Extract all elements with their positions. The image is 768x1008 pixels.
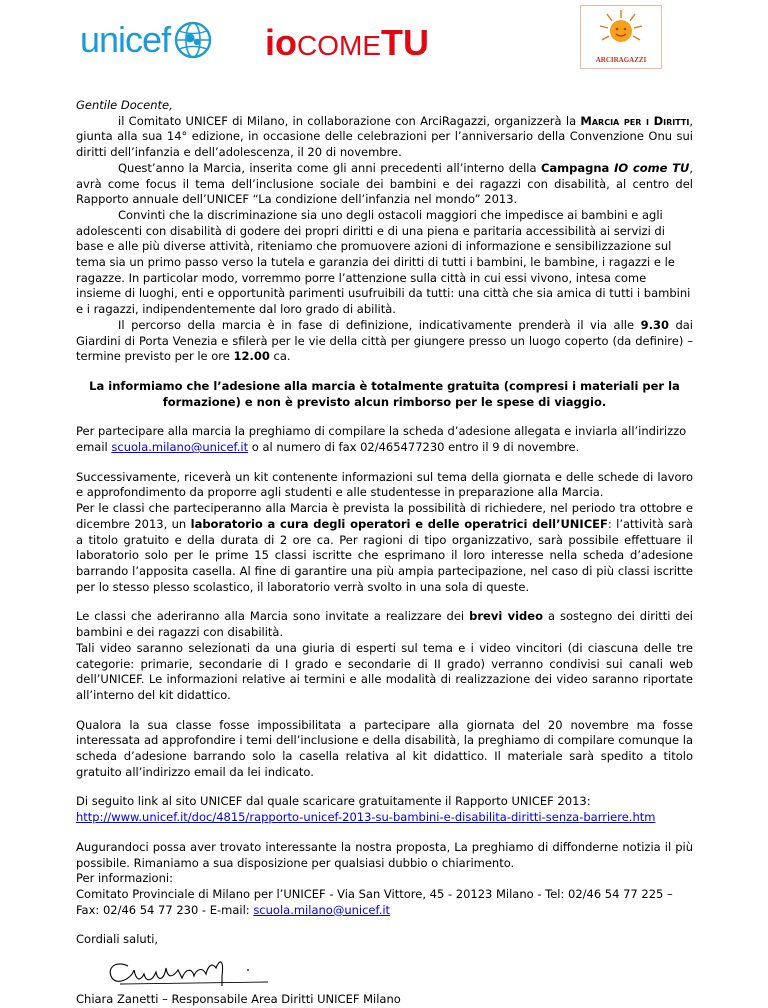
email-link[interactable]: scuola.milano@unicef.it [111,440,249,455]
iocometu-come: COME [297,30,381,61]
unicef-wordmark: unicef [80,19,171,60]
laboratory-highlight: laboratorio a cura degli operatori e delle operatrici dell’UNICEF [190,516,608,531]
paragraph-campaign: Quest’anno la Marcia, inserita come gli anni precedenti all’interno della Campagna IO come TU, avrà come focus il tema dell’inclusione sociale dei bambini e dei ragazzi con disabilità, al centro del Rapporto annuale dell’UNICEF “La condizione dell’infanzia nel mondo” 2013. [76,160,694,207]
marcia-name: Marcia per i Diritti [580,113,690,128]
contact-address: Comitato Provinciale di Milano per l’UNICEF - Via San Vittore, 45 - 20123 Milano - Tel: 02/46 54 77 225 – [76,886,673,901]
arciragazzi-logo [580,5,662,69]
letterhead [0,0,768,80]
paragraph-closing: Augurandoci possa aver trovato interessante la nostra proposta, La preghiamo di diffonderne notizia il più possibile. Rimaniamo a sua disposizione per qualsiasi dubbio o chiarimento. [76,839,693,870]
iocometu-tu: TU [381,22,429,63]
contact-fax: Fax: 02/46 54 77 230 - E-mail: scuola.milano@unicef.it [76,902,391,917]
iocometu-logo [265,22,429,68]
iocometu-io: io [265,22,297,63]
salutation: Cordiali saluti, [76,932,159,947]
unicef-globe-icon [173,20,213,60]
report-link-line [76,810,693,826]
email-link-contact[interactable]: scuola.milano@unicef.it [253,902,391,917]
arciragazzi-caption: ARCIRAGAZZI [595,56,647,64]
info-label: Per informazioni: [76,871,173,886]
paragraph-alternative: Qualora la sua classe fosse impossibilitata a partecipare alla giornata del 20 novembre ma fosse interessata ad approfondire i temi dell’inclusione e della disabilità, la preghiamo di compilare comunque la scheda d’adesione barrando solo la casella relativa al kit didattico. Il materiale sarà spedito a titolo gratuito all’indirizzo email da lei indicato. [76,717,693,779]
paragraph-jury: Tali video saranno selezionati da una giuria di esperti sul tema e i video vincitori (di ciascuna delle tre categorie: primarie, secondarie di I grado e secondarie di II grado) verranno condivisi sui canali web dell’UNICEF. Le informazioni relative ai termini e alle modalità di realizzazione dei video saranno riportate all’interno del kit didattico. [76,640,693,702]
letter-body [76,98,693,1008]
end-time: 12.00 [233,349,270,364]
paragraph-report: Di seguito link al sito UNICEF dal quale scaricare gratuitamente il Rapporto UNICEF 2013: [76,794,591,809]
paragraph-intro: il Comitato UNICEF di Milano, in collaborazione con ArciRagazzi, organizzerà la Marcia per i Diritti, giunta alla sua 14° edizione, in occasione delle celebrazioni per l’anniversario della Convenzione Onu sui diritti dell’infanzia e dell’adolescenza, il 20 di novembre. [76,113,693,160]
paragraph-route: Il percorso della marcia è in fase di definizione, indicativamente prenderà il via alle 9.30 dai Giardini di Porta Venezia e sfilerà per le vie della città per giungere presso un luogo coperto (da definire) – termine previsto per le ore 12.00 ca. [76,317,693,364]
sun-figure-icon [581,6,661,56]
campaign-name: IO come TU [614,160,690,175]
report-link[interactable]: http://www.unicef.it/doc/4815/rapporto-unicef-2013-su-bambini-e-disabilita-diritti-senza-barriere.htm [76,810,656,825]
paragraph-kit: Successivamente, riceverà un kit contenente informazioni sul tema della giornata e delle schede di lavoro e approfondimento da proporre agli studenti e alle studentesse in preparazione alla Marcia. [76,469,693,500]
signature-area [76,954,693,992]
paragraph-discrimination: Convinti che la discriminazione sia uno degli ostacoli maggiori che impedisce ai bambini e agli adolescenti con disabilità di godere dei propri diritti e di una piena e paritaria accessibilità ai servizi di base e alle più diverse attività, riteniamo che promuovere azioni di informazione e sensibilizzazione sul tema sia un primo passo verso la tutela e garanzia dei diritti di tutti i bambini, le bambine, i ragazzi e le ragazze. In particolar modo, vorremmo porre l’attenzione sulla città in cui essi vivono, intesa come insieme di luoghi, enti e opportunità parimenti usufruibili da tutti: una città che sia amica di tutti i bambini e i ragazzi, indipendentemente dal loro grado di abilità. [76,207,691,317]
handwritten-signature [98,954,278,990]
videos-highlight: brevi video [469,609,543,624]
paragraph-laboratory: Per le classi che parteciperanno alla Marcia è prevista la possibilità di richiedere, nel periodo tra ottobre e dicembre 2013, un laboratorio a cura degli operatori e delle operatrici dell’UNICEF: l’attività sarà a titolo gratuito e della durata di 2 ore ca. Per ragioni di tipo organizzativo, sarà possibile effettuare il laboratorio solo per le prime 15 classi iscritte che esprimano il loro interesse nella scheda d’adesione barrando l’apposita casella. Al fine di garantire una più ampia partecipazione, nel caso di più classi iscritte per lo stesso plesso scolastico, il laboratorio verrà svolto in una sola di queste. [76,501,693,594]
greeting: Gentile Docente, [76,98,173,112]
paragraph-videos: Le classi che aderiranno alla Marcia sono invitate a realizzare dei brevi video a sostegno dei diritti dei bambini e dei ragazzi con disabilità. [76,609,693,640]
start-time: 9.30 [640,317,669,332]
signature-name: Chiara Zanetti – Responsabile Area Diritti UNICEF Milano [76,992,401,1007]
free-participation-notice: La informiamo che l’adesione alla marcia è totalmente gratuita (compresi i materiali per la formazione) e non è previsto alcun rimborso per le spese di viaggio. [89,378,680,409]
paragraph-registration: Per partecipare alla marcia la preghiamo di compilare la scheda d’adesione allegata e inviarla all’indirizzo email scuola.milano@unicef.it o al numero di fax 02/465477230 entro il 9 di novembre. [76,424,687,455]
unicef-logo [80,20,213,60]
